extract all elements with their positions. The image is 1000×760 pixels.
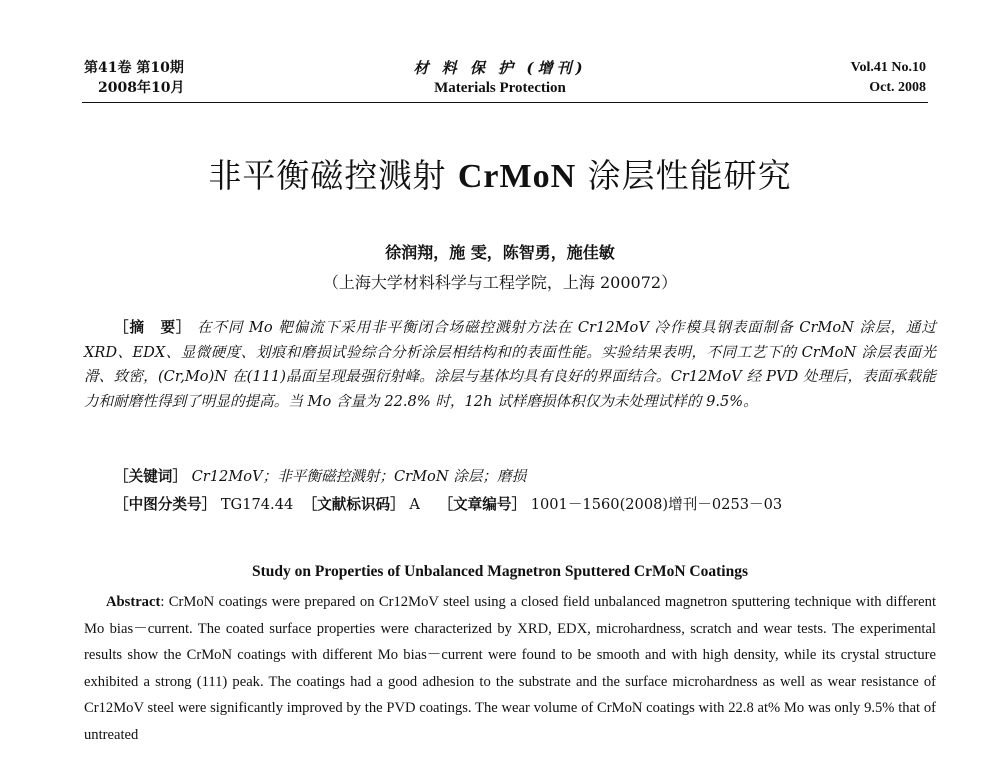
header-month-year: Oct. 2008 [869, 80, 926, 95]
english-abstract-text: : CrMoN coatings were prepared on Cr12MoV steel using a closed field unbalanced magnetron sputtering technique with different Mo bias－current. The coated surface properties were characterized by XRD, EDX, microhardness, scratch and wear tests. The experimental results show the CrMoN coatings with different Mo bias－current were found to be smooth and with high density, while its crystal structure exhibited a strong (111) peak. The coatings had a good adhesion to the substrate and the surface microhardness as well as wear resistance of Cr12MoV steel were significantly improved by the PVD coatings. The wear volume of CrMoN coatings with 22.8 at% Mo was only 9.5% that of untreated [84, 594, 936, 743]
header-rule [82, 102, 928, 103]
header-journal-en: Materials Protection [434, 80, 566, 96]
header-volume-issue: 第41卷 第10期 [84, 60, 184, 76]
english-abstract [84, 589, 936, 749]
title-part2: 涂层性能研究 [576, 156, 792, 195]
doc-code-label: ［文献标识码］ [302, 496, 405, 513]
classification [114, 493, 934, 514]
clc-label: ［中图分类号］ [114, 496, 217, 513]
cn-abstract [84, 316, 936, 414]
paper-authors: 徐润翔，施 雯，陈智勇，施佳敏 [385, 243, 615, 262]
title-part1: 非平衡磁控溅射 [208, 156, 458, 195]
header-volume [851, 58, 926, 98]
clc-value: TG174.44 [220, 496, 294, 513]
header-journal-cn: 材 料 保 护 (增刊) [413, 59, 587, 77]
cn-abstract-label: ［摘 要］ [114, 319, 192, 336]
keywords-text: Cr12MoV；非平衡磁控溅射；CrMoN 涂层；磨损 [191, 468, 527, 485]
paper-affiliation: （上海大学材料科学与工程学院，上海 200072） [322, 273, 678, 292]
header-date: 2008年10月 [98, 80, 185, 96]
english-title: Study on Properties of Unbalanced Magnetron Sputtered CrMoN Coatings [251, 563, 748, 580]
cn-abstract-text: 在不同 Mo 靶偏流下采用非平衡闭合场磁控溅射方法在 Cr12MoV 冷作模具钢表面制备 CrMoN 涂层，通过 XRD、EDX、显微硬度、划痕和磨损试验综合分析涂层相结构和的表面性能。实验结果表明，不同工艺下的 CrMoN 涂层表面光滑、致密，(Cr,Mo)N 在(111)晶面呈现最强衍射峰。涂层与基体均具有良好的界面结合。Cr12MoV 经 PVD 处理后，表面承载能力和耐磨性得到了明显的提高。当 Mo 含量为 22.8% 时，12h 试样磨损体积仅为未处理试样的 9.5%。 [84, 319, 936, 410]
doc-code-value: A [409, 496, 420, 513]
keywords [114, 465, 934, 486]
paper-title [0, 150, 1000, 197]
title-latin: CrMoN [457, 158, 577, 195]
keywords-label: ［关键词］ [114, 468, 187, 485]
english-abstract-label: Abstract [106, 594, 161, 610]
article-number-label: ［文章编号］ [438, 496, 527, 513]
article-number-value: 1001－1560(2008)增刊－0253－03 [530, 496, 783, 513]
header-vol-no: Vol.41 No.10 [850, 60, 926, 75]
